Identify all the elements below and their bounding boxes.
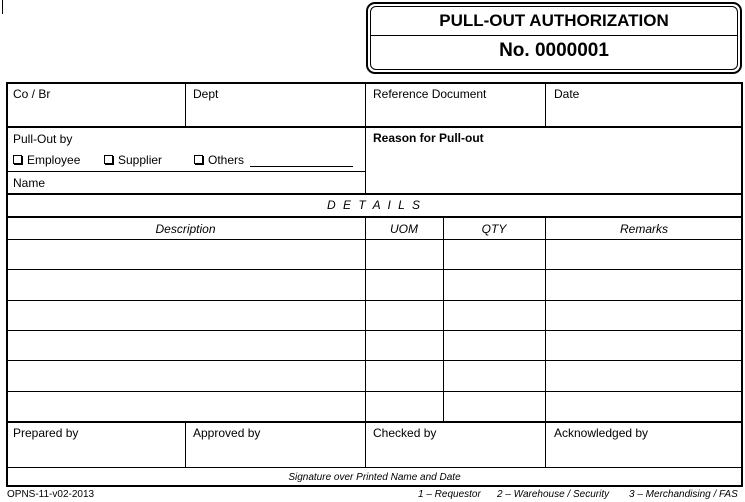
acknowledged-by-label: Acknowledged by [554, 426, 649, 440]
name-label: Name [13, 176, 46, 190]
checked-by-label: Checked by [373, 426, 437, 440]
approved-by-label: Approved by [193, 426, 261, 440]
col-divider [545, 82, 546, 127]
col-divider [365, 216, 366, 422]
checkbox-icon[interactable] [13, 155, 22, 164]
row-line [6, 330, 743, 331]
row-divider [6, 126, 743, 128]
row-line [6, 391, 743, 392]
date-label: Date [554, 87, 580, 101]
col-divider [545, 421, 546, 468]
option-supplier[interactable] [104, 153, 162, 167]
option-employee-label: Employee [27, 153, 81, 167]
option-employee[interactable] [13, 153, 80, 167]
details-header-divider [6, 216, 743, 218]
co-br-label: Co / Br [13, 87, 51, 101]
header-divider [370, 35, 738, 36]
copy-requestor: 1 – Requestor [418, 489, 481, 500]
col-divider [185, 82, 186, 127]
form-number: No. 0000001 [499, 40, 609, 61]
col-uom: UOM [390, 222, 418, 236]
form-title: PULL-OUT AUTHORIZATION [439, 11, 669, 30]
column-header-divider [6, 239, 743, 240]
copy-merchandising: 3 – Merchandising / FAS [629, 489, 738, 500]
row-line [6, 300, 743, 301]
prepared-by-label: Prepared by [13, 426, 79, 440]
reference-document-label: Reference Document [373, 87, 487, 101]
row-line [6, 269, 743, 270]
checkbox-icon[interactable] [104, 155, 113, 164]
checkbox-icon[interactable] [194, 155, 203, 164]
option-supplier-label: Supplier [118, 153, 163, 167]
name-divider [6, 171, 366, 172]
col-divider [365, 82, 366, 194]
copy-warehouse: 2 – Warehouse / Security [497, 489, 610, 500]
row-line [6, 360, 743, 361]
others-blank-line[interactable] [250, 166, 353, 167]
signatures-bottom-divider [6, 467, 743, 468]
dept-label: Dept [193, 87, 219, 101]
signatures-top-divider [6, 421, 743, 423]
corner-mark [2, 0, 3, 14]
form-code: OPNS-11-v02-2013 [7, 489, 95, 500]
col-divider [545, 216, 546, 422]
option-others[interactable] [194, 153, 244, 167]
pullout-by-label: Pull-Out by [13, 132, 73, 146]
signature-note: Signature over Printed Name and Date [288, 472, 461, 483]
col-qty: QTY [481, 222, 507, 236]
col-divider [365, 421, 366, 468]
option-others-label: Others [208, 153, 245, 167]
details-heading: D E T A I L S [327, 198, 422, 212]
col-remarks: Remarks [619, 222, 668, 236]
col-divider [185, 421, 186, 468]
col-description: Description [155, 222, 216, 236]
reason-label: Reason for Pull-out [373, 131, 484, 145]
details-top-divider [6, 193, 743, 195]
col-divider [443, 216, 444, 422]
